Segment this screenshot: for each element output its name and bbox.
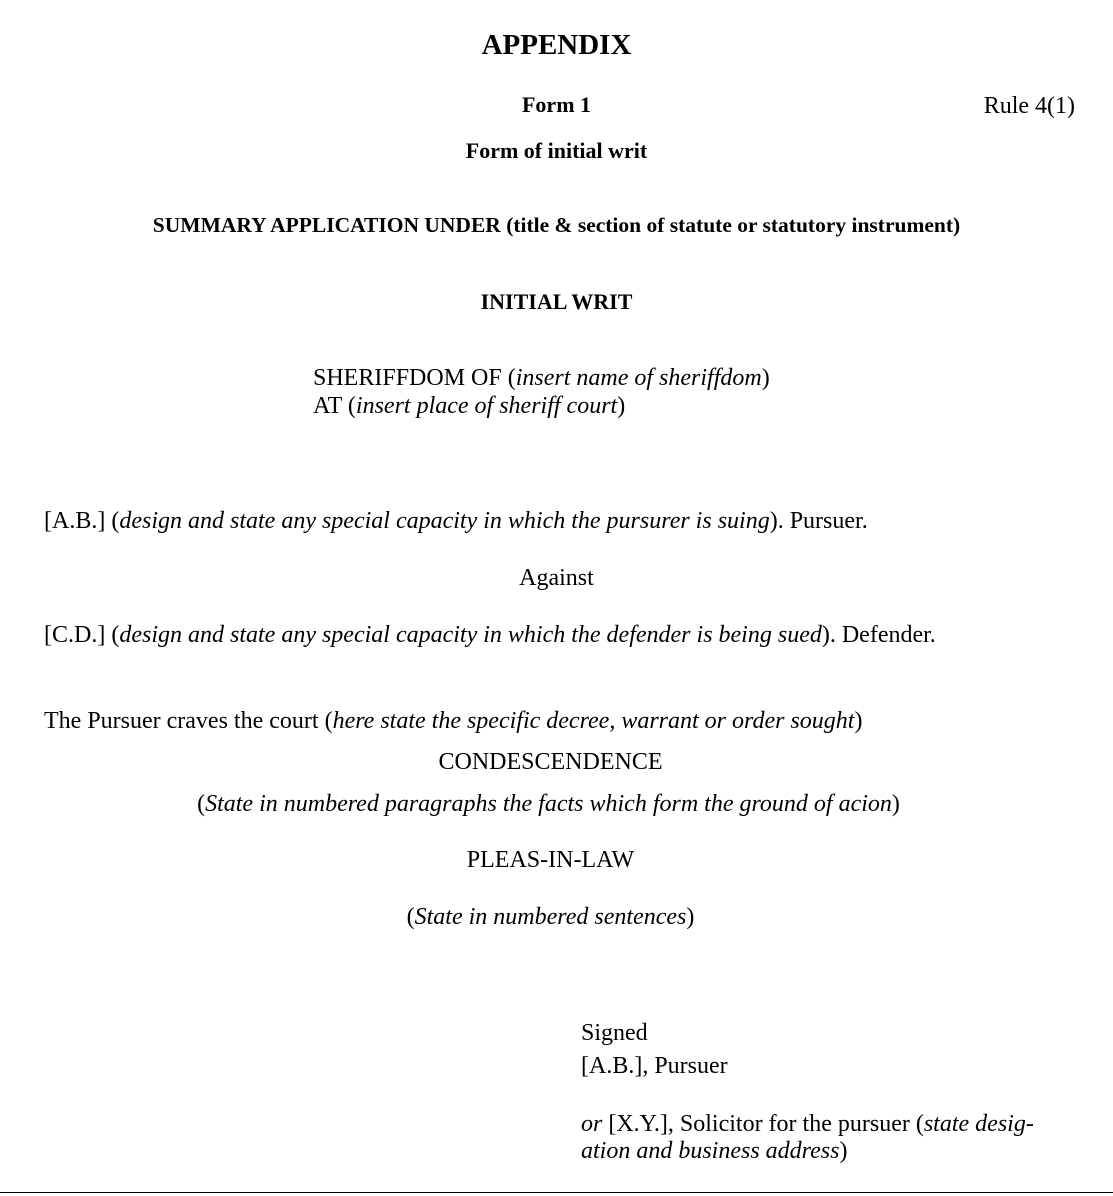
signed-label: Signed [581,1020,648,1046]
sheriffdom-line: SHERIFFDOM OF (insert name of sheriffdom) [313,365,770,391]
crave-instruction: here state the specific decree, warrant or order sought [332,708,855,734]
court-placeholder: insert place of sheriff court [355,393,618,419]
solicitor-instruction-1: state desig- [923,1111,1034,1137]
defender-name: [C.D.] [44,622,112,648]
crave-lead: The Pursuer craves the court [44,708,325,734]
appendix-heading: APPENDIX [481,29,632,61]
signature-party: [A.B.], Pursuer [581,1053,728,1079]
pleas-instruction: State in numbered sentences [414,904,687,930]
form-title: Form of initial writ [465,138,648,163]
defender-line: [C.D.] (design and state any special capacity in which the defender is being sued). Defender. [44,622,936,648]
summary-application-title: SUMMARY APPLICATION UNDER (title & section of statute or statutory instrument) [152,213,961,237]
court-label: AT [313,393,348,419]
against-label: Against [519,565,594,591]
rule-reference: Rule 4(1) [983,93,1075,119]
sheriffdom-placeholder: insert name of sheriffdom [515,365,762,391]
pursuer-name: [A.B.] [44,508,112,534]
initial-writ-title: INITIAL WRIT [480,289,633,314]
condescendence-title: CONDESCENDENCE [438,749,663,775]
or-label: or [581,1111,603,1137]
pursuer-role: . Pursuer. [777,508,868,534]
pleas-title: PLEAS-IN-LAW [466,847,635,873]
solicitor-line-2: ation and business address) [581,1138,848,1164]
solicitor-line: or [X.Y.], Solicitor for the pursuer (state desig- [581,1111,1034,1137]
solicitor-text: [X.Y.], Solicitor for the pursuer [602,1111,916,1137]
form-number: Form 1 [521,92,592,117]
defender-role: . Defender. [829,622,936,648]
condescendence-instruction-line: (State in numbered paragraphs the facts which form the ground of acion) [197,791,900,817]
defender-instruction: design and state any special capacity in which the defender is being sued [119,622,822,648]
sheriffdom-label: SHERIFFDOM OF [313,365,508,391]
condescendence-instruction: State in numbered paragraphs the facts which form the ground of acion [205,791,892,817]
pursuer-line: [A.B.] (design and state any special capacity in which the pursurer is suing). Pursuer. [44,508,868,534]
pleas-instruction-line: (State in numbered sentences) [406,904,695,930]
page-bottom-rule [0,1192,1113,1193]
court-line: AT (insert place of sheriff court) [313,393,626,419]
solicitor-instruction-2: ation and business address [581,1138,840,1164]
crave-line: The Pursuer craves the court (here state the specific decree, warrant or order sought) [44,708,863,734]
pursuer-instruction: design and state any special capacity in which the pursurer is suing [119,508,770,534]
